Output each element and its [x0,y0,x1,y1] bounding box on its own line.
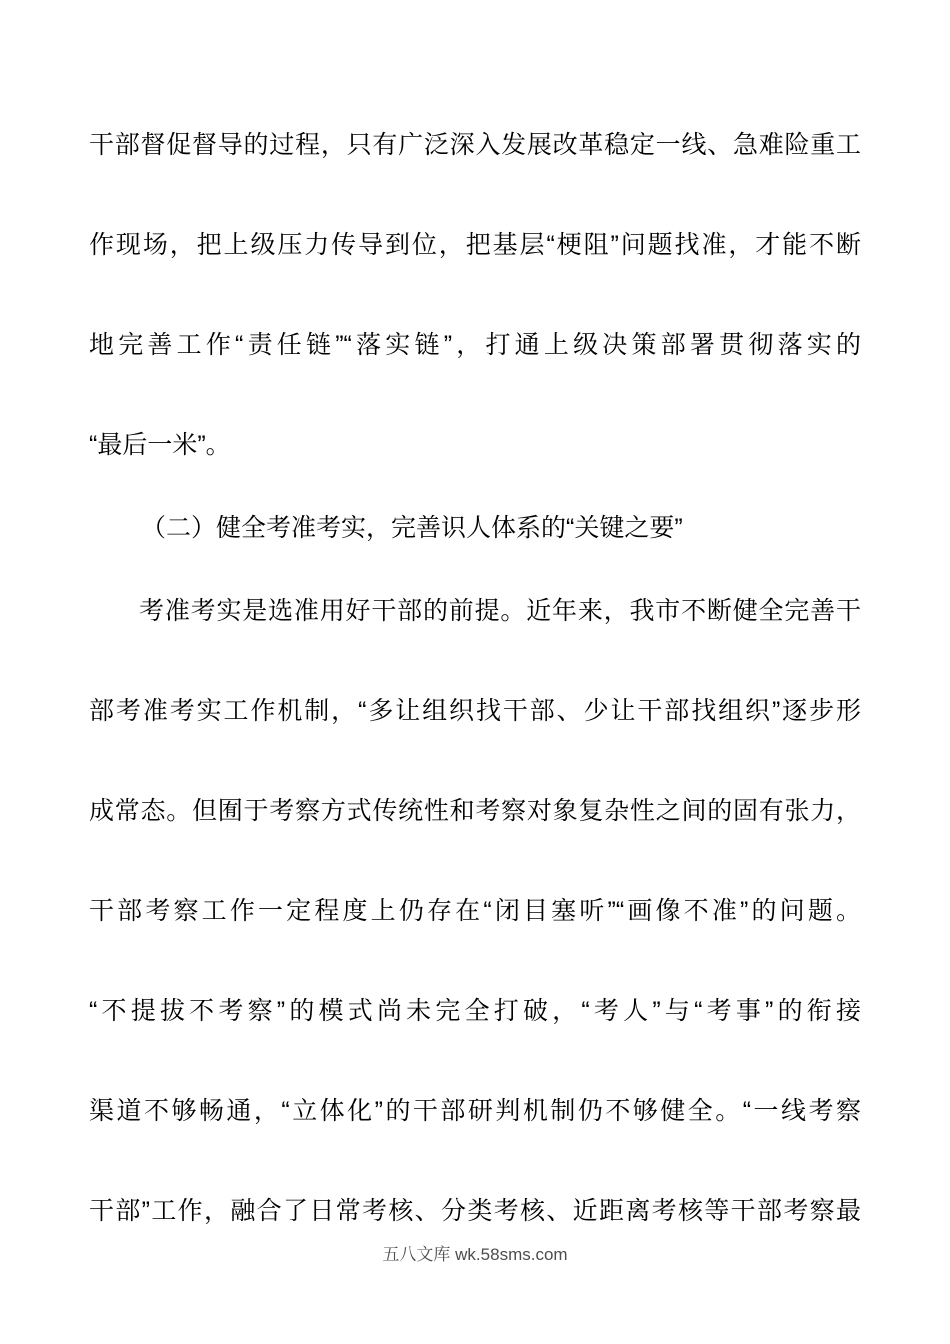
paragraph1-line-3: 地完善工作“责任链”“落实链”，打通上级决策部署贯彻落实的 [89,331,861,359]
footer-site-url: wk.58sms.com [455,1245,568,1264]
document-body [89,95,861,1261]
paragraph2-line-4: 干部考察工作一定程度上仍存在“闭目塞听”“画像不准”的问题。 [89,897,861,925]
page-footer [0,1240,950,1265]
paragraph1-line-1: 干部督促督导的过程，只有广泛深入发展改革稳定一线、急难险重工 [89,131,861,159]
paragraph1-line-4: “最后一米”。 [89,431,231,459]
paragraph2-line-1: 考准考实是选准用好干部的前提。近年来，我市不断健全完善干 [139,597,861,625]
paragraph2-line-6: 渠道不够畅通，“立体化”的干部研判机制仍不够健全。“一线考察 [89,1097,861,1125]
footer-site-name: 五八文库 [382,1245,451,1264]
paragraph2-line-5: “不提拔不考察”的模式尚未完全打破，“考人”与“考事”的衔接 [89,997,861,1025]
paragraph2-line-7: 干部”工作，融合了日常考核、分类考核、近距离考核等干部考察最 [89,1197,861,1225]
section-heading: （二）健全考准考实，完善识人体系的“关键之要” [141,514,683,542]
paragraph1-line-2: 作现场，把上级压力传导到位，把基层“梗阻”问题找准，才能不断 [89,231,861,259]
paragraph2-line-3: 成常态。但囿于考察方式传统性和考察对象复杂性之间的固有张力， [89,797,861,825]
paragraph2-line-2: 部考准考实工作机制，“多让组织找干部、少让干部找组织”逐步形 [89,697,861,725]
